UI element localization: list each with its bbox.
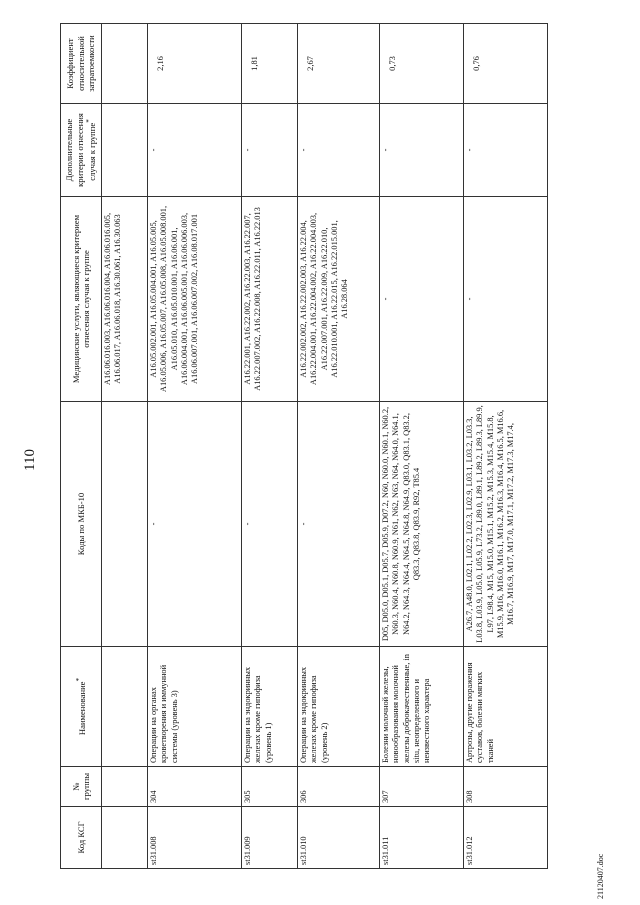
- cell-services: A16.06.016.003, A16.06.016.004, A16.06.016.005, A16.06.017, A16.06.018, A16.30.061, A16.30.063: [102, 197, 148, 402]
- cell-mkb: [102, 402, 148, 647]
- cell-criteria: -: [298, 104, 380, 197]
- cell-coef: 1,81: [242, 24, 298, 104]
- table-row: [242, 24, 298, 869]
- cell-mkb: -: [242, 402, 298, 647]
- cell-name: [102, 647, 148, 767]
- cell-coef: 0,73: [380, 24, 464, 104]
- cell-criteria: [102, 104, 148, 197]
- cell-num: 307: [380, 767, 464, 807]
- cell-num: 305: [242, 767, 298, 807]
- cell-num: [102, 767, 148, 807]
- cell-kod: st31.012: [464, 807, 548, 869]
- header-coef: Коэффициент относительной затратоемкости: [61, 24, 102, 104]
- cell-criteria: -: [380, 104, 464, 197]
- cell-services: -: [464, 197, 548, 402]
- cell-services: A16.22.001, A16.22.002, A16.22.003, A16.22.007, A16.22.007.002, A16.22.008, A16.22.011, A16.22.013: [242, 197, 298, 402]
- cell-criteria: -: [242, 104, 298, 197]
- header-name-mark: *: [74, 677, 83, 682]
- cell-name: Операции на эндокринных железах кроме гипофиза (уровень 2): [298, 647, 380, 767]
- cell-coef: 2,16: [148, 24, 242, 104]
- header-num: № группы: [61, 767, 102, 807]
- ksg-table: [60, 23, 548, 869]
- cell-services: A16.05.002.001, A16.05.004.001, A16.05.005, A16.05.006, A16.05.007, A16.05.008, A16.05.008.001, A16.05.010, A16.05.010.001, A16.06.001, A16.06.004.001, A16.06.005.001, A16.06.006.003, A16.06.007.001, A16.06.007.002, A16.08.017.001: [148, 197, 242, 402]
- header-criteria-label: Дополнительные критерии отнесения случая к группе: [64, 113, 98, 187]
- page-number: 110: [22, 449, 38, 471]
- header-mkb: Коды по МКБ-10: [61, 402, 102, 647]
- cell-mkb: A26.7, A48.0, L02.1, L02.2, L02.3, L02.9, L03.1, L03.2, L03.3, L03.8, L03.9, L05.0, L05.9, L73.2, L89.0, L89.1, L89.2, L89.3, L89.9, L97, L98.4, M15, M15.0, M15.1, M15.2, M15.3, M15.4, M15.8, M15.9, M16, M16.0, M16.1, M16.2, M16.3, M16.4, M16.5, M16.6, M16.7, M16.9, M17, M17.0, M17.1, M17.2, M17.3, M17.4,: [464, 402, 548, 647]
- cell-name: Операции на органах кроветворения и иммунной системы (уровень 3): [148, 647, 242, 767]
- cell-kod: st31.010: [298, 807, 380, 869]
- cell-kod: st31.009: [242, 807, 298, 869]
- cell-kod: [102, 807, 148, 869]
- cell-coef: 2,67: [298, 24, 380, 104]
- cell-num: 304: [148, 767, 242, 807]
- table-row: [298, 24, 380, 869]
- cell-criteria: -: [148, 104, 242, 197]
- header-services: Медицинские услуги, являющиеся критерием отнесения случая к группе: [61, 197, 102, 402]
- cell-services: -: [380, 197, 464, 402]
- cell-name: Операции на эндокринных железах кроме гипофиза (уровень 1): [242, 647, 298, 767]
- cell-mkb: D05, D05.0, D05.1, D05.7, D05.9, D07.2, N60, N60.0, N60.1, N60.2, N60.3, N60.4, N60.8, N60.9, N61, N62, N63, N64, N64.0, N64.1, N64.2, N64.3, N64.4, N64.5, N64.8, N64.9, Q83.0, Q83.1, Q83.2, Q83.3, Q83.8, Q83.9, R92, T85.4: [380, 402, 464, 647]
- table-row: [380, 24, 464, 869]
- cell-coef: 0,76: [464, 24, 548, 104]
- table-row: [148, 24, 242, 869]
- table-header-row: [61, 24, 102, 869]
- cell-coef: [102, 24, 148, 104]
- header-criteria: [61, 104, 102, 197]
- cell-name: Артрозы, другие поражения суставов, болезни мягких тканей: [464, 647, 548, 767]
- header-criteria-mark: *: [85, 119, 94, 123]
- header-name: [61, 647, 102, 767]
- cell-kod: st31.011: [380, 807, 464, 869]
- header-name-label: Наименование: [76, 681, 87, 736]
- cell-mkb: -: [148, 402, 242, 647]
- cell-num: 308: [464, 767, 548, 807]
- cell-kod: st31.008: [148, 807, 242, 869]
- table-row: [464, 24, 548, 869]
- cell-services: A16.22.002.002, A16.22.002.003, A16.22.004, A16.22.004.001, A16.22.004.002, A16.22.004.003, A16.22.007.001, A16.22.009, A16.22.010, A16.22.010.001, A16.22.015, A16.22.015.001, A16.28.064: [298, 197, 380, 402]
- footer-filename: 21120407.doc: [596, 853, 605, 899]
- cell-num: 306: [298, 767, 380, 807]
- cell-name: Болезни молочной железы, новообразования молочной железы доброкачественные, in situ, неопределенного и неизвестного характера: [380, 647, 464, 767]
- cell-mkb: -: [298, 402, 380, 647]
- table-row: [102, 24, 148, 869]
- cell-criteria: -: [464, 104, 548, 197]
- header-kod: Код КСГ: [61, 807, 102, 869]
